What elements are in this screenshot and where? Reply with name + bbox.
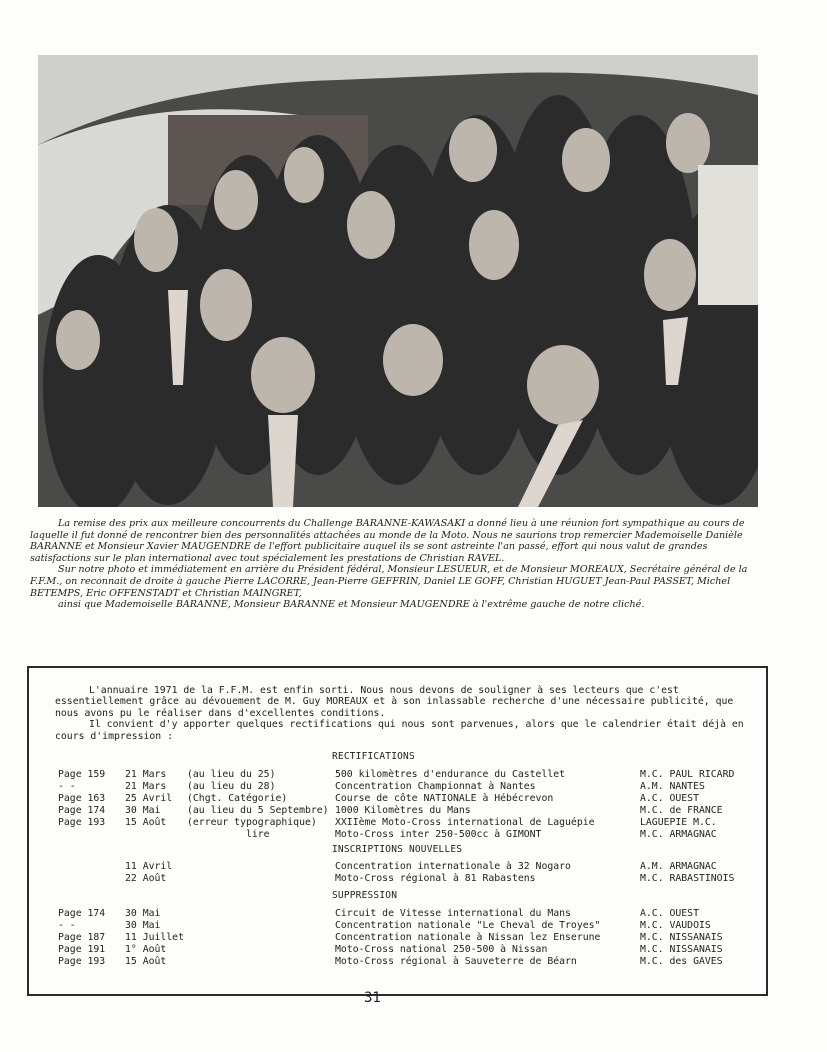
notice-paragraph-1: L'annuaire 1971 de la F.F.M. est enfin sorti. Nous nous devons de souligner à ses lecteurs que c'est essentiellement grâce au dévouement de M. Guy MOREAUX et à son inlassable recherche d'une nécessaire publicité, que nous avons pu le réaliser dans d'excellentes conditions. [55,685,734,719]
suppression-row [29,908,766,920]
inscription-row [29,873,766,885]
section-heading-inscriptions: INSCRIPTIONS NOUVELLES [332,844,463,855]
caption-paragraph-3: ainsi que Mademoiselle BARANNE, Monsieur BARANNE et Monsieur MAUGENDRE à l'extrême gauche de notre cliché. [58,599,645,611]
row-page: - - [58,920,76,931]
rectification-row [29,817,766,829]
row-event: 500 kilomètres d'endurance du Castellet [335,769,566,780]
row-club: M.C. ARMAGNAC [640,829,717,840]
group-photo [38,55,758,507]
row-date: 22 Août [125,873,167,884]
row-date: 1° Août [125,944,167,955]
rectification-row [29,805,766,817]
row-club: M.C. des GAVES [640,956,723,967]
row-page: Page 174 [58,908,106,919]
row-page: Page 193 [58,956,106,967]
row-date: 15 Août [125,817,167,828]
row-date: 11 Juillet [125,932,184,943]
row-page: Page 193 [58,817,106,828]
caption-paragraph-2: Sur notre photo et immédiatement en arrière du Président fédéral, Monsieur LESUEUR, et de Monsieur MOREAUX, Secrétaire général de la F.F.M., on reconnait de droite à gauche Pierre LACORRE, Jean-Pierre GEFFRIN, Daniel LE GOFF, Christian HUGUET Jean-Paul PASSET, Michel BETEMPS, Eric OFFENSTADT et Christian MAINGRET, [30,564,748,599]
row-page: Page 174 [58,805,106,816]
row-event: 1000 Kilomètres du Mans [335,805,471,816]
row-page: - - [58,781,76,792]
rectification-row [29,781,766,793]
row-event: Concentration nationale à Nissan lez Enserune [335,932,601,943]
page-number: 31 [364,990,381,1006]
row-note: lire [187,829,270,840]
row-club: M.C. RABASTINOIS [640,873,735,884]
rectification-row [29,769,766,781]
row-note: (erreur typographique) [187,817,317,828]
row-club: A.C. OUEST [640,793,699,804]
row-date: 11 Avril [125,861,173,872]
row-note: (au lieu du 5 Septembre) [187,805,329,816]
row-event: Moto-Cross national 250-500 à Nissan [335,944,548,955]
row-date: 30 Mai [125,920,161,931]
row-club: M.C. VAUDOIS [640,920,711,931]
row-note: (au lieu du 25) [187,769,276,780]
row-club: M.C. NISSANAIS [640,944,723,955]
row-date: 30 Mai [125,908,161,919]
row-event: Course de côte NATIONALE à Hébécrevon [335,793,554,804]
row-event: Concentration internationale à 32 Nogaro [335,861,571,872]
notice-paragraph-2: Il convient d'y apporter quelques rectifications qui nous sont parvenues, alors que le calendrier était déjà en cours d'impression : [55,719,744,742]
row-page: Page 159 [58,769,106,780]
suppression-row [29,932,766,944]
row-club: A.C. OUEST [640,908,699,919]
row-event: Concentration Championnat à Nantes [335,781,536,792]
suppression-row [29,956,766,968]
section-heading-rectifications: RECTIFICATIONS [332,751,415,762]
row-note: (Chgt. Catégorie) [187,793,288,804]
group-photo-illustration [38,55,758,507]
row-date: 30 Mai [125,805,161,816]
row-club: A.M. ARMAGNAC [640,861,717,872]
row-date: 15 Août [125,956,167,967]
suppression-row [29,944,766,956]
suppression-row [29,920,766,932]
row-club: LAGUEPIE M.C. [640,817,717,828]
row-date: 25 Avril [125,793,173,804]
row-event: Moto-Cross inter 250-500cc à GIMONT [335,829,542,840]
row-page: Page 187 [58,932,106,943]
rectification-row [29,793,766,805]
row-event: XXIIème Moto-Cross international de Laguépie [335,817,595,828]
row-date: 21 Mars [125,769,167,780]
notice-intro [55,685,755,742]
row-club: A.M. NANTES [640,781,705,792]
row-event: Moto-Cross régional à Sauveterre de Béarn [335,956,577,967]
row-page: Page 191 [58,944,106,955]
caption-paragraph-1: La remise des prix aux meilleure concourrents du Challenge BARANNE-KAWASAKI a donné lieu à une réunion fort sympathique au cours de laquelle il fut donné de rencontrer bien des personnalités attachées au monde de la Moto. Nous ne saurions trop remercier Mademoiselle Danièle BARANNE et Monsieur Xavier MAUGENDRE de l'effort publicitaire auquel ils se sont astreinte l'an passé, effort qui nous valut de grandes satisfactions sur le plan international avec tout spécialement les prestations de Christian RAVEL. [30,518,745,564]
section-heading-suppression: SUPPRESSION [332,890,398,901]
rectification-row [29,829,766,841]
row-note: (au lieu du 28) [187,781,276,792]
row-club: M.C. de FRANCE [640,805,723,816]
annuaire-notice-box [27,666,768,996]
row-page: Page 163 [58,793,106,804]
row-date: 21 Mars [125,781,167,792]
row-event: Circuit de Vitesse international du Mans [335,908,571,919]
row-event: Concentration nationale "Le Cheval de Troyes" [335,920,601,931]
inscription-row [29,861,766,873]
row-event: Moto-Cross régional à 81 Rabastens [335,873,536,884]
row-club: M.C. NISSANAIS [640,932,723,943]
photo-caption [30,518,770,611]
row-club: M.C. PAUL RICARD [640,769,735,780]
